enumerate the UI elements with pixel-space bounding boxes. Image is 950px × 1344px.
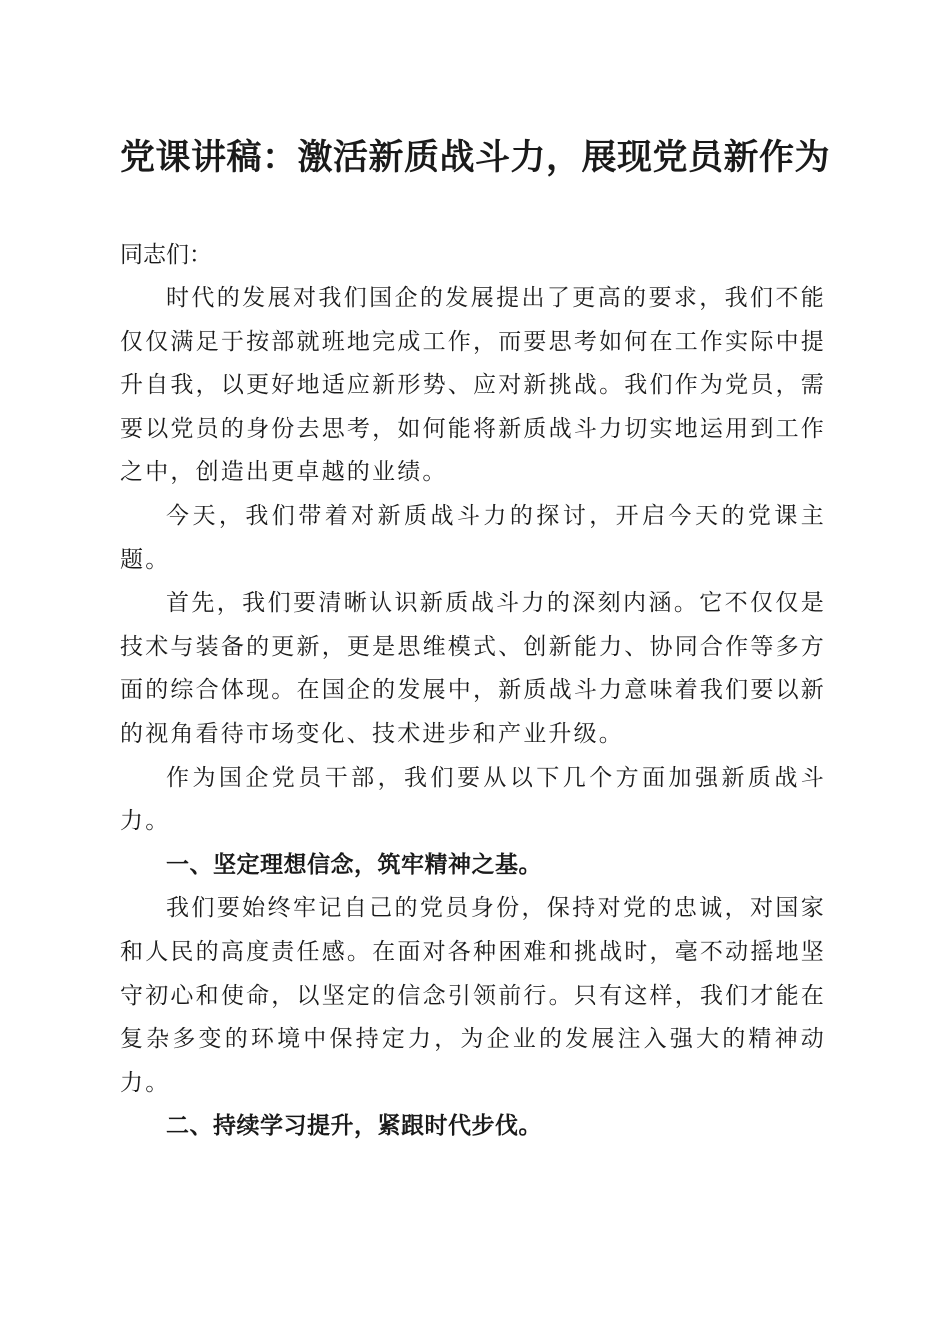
paragraph-topic: 今天，我们带着对新质战斗力的探讨，开启今天的党课主题。: [120, 502, 826, 573]
document-title: 党课讲稿：激活新质战斗力，展现党员新作为: [120, 138, 831, 178]
section-heading-2: 二、持续学习提升，紧跟时代步伐。: [166, 1113, 542, 1140]
paragraph-intro: 时代的发展对我们国企的发展提出了更高的要求，我们不能仅仅满足于按部就班地完成工作，而要思考如何在工作实际中提升自我，以更好地适应新形势、应对新挑战。我们作为党员，需要以党员的身份去思考，如何能将新质战斗力切实地运用到工作之中，创造出更卓越的业绩。: [120, 285, 826, 486]
paragraph-aspects: 作为国企党员干部，我们要从以下几个方面加强新质战斗力。: [120, 764, 826, 835]
section-heading-1: 一、坚定理想信念，筑牢精神之基。: [166, 851, 542, 878]
salutation: 同志们：: [120, 242, 212, 268]
paragraph-section-1: 我们要始终牢记自己的党员身份，保持对党的忠诚，对国家和人民的高度责任感。在面对各种困难和挑战时，毫不动摇地坚守初心和使命，以坚定的信念引领前行。只有这样，我们才能在复杂多变的环境中保持定力，为企业的发展注入强大的精神动力。: [120, 895, 826, 1096]
document-page: [120, 128, 831, 1149]
paragraph-connotation: 首先，我们要清晰认识新质战斗力的深刻内涵。它不仅仅是技术与装备的更新，更是思维模式、创新能力、协同合作等多方面的综合体现。在国企的发展中，新质战斗力意味着我们要以新的视角看待市场变化、技术进步和产业升级。: [120, 590, 826, 747]
